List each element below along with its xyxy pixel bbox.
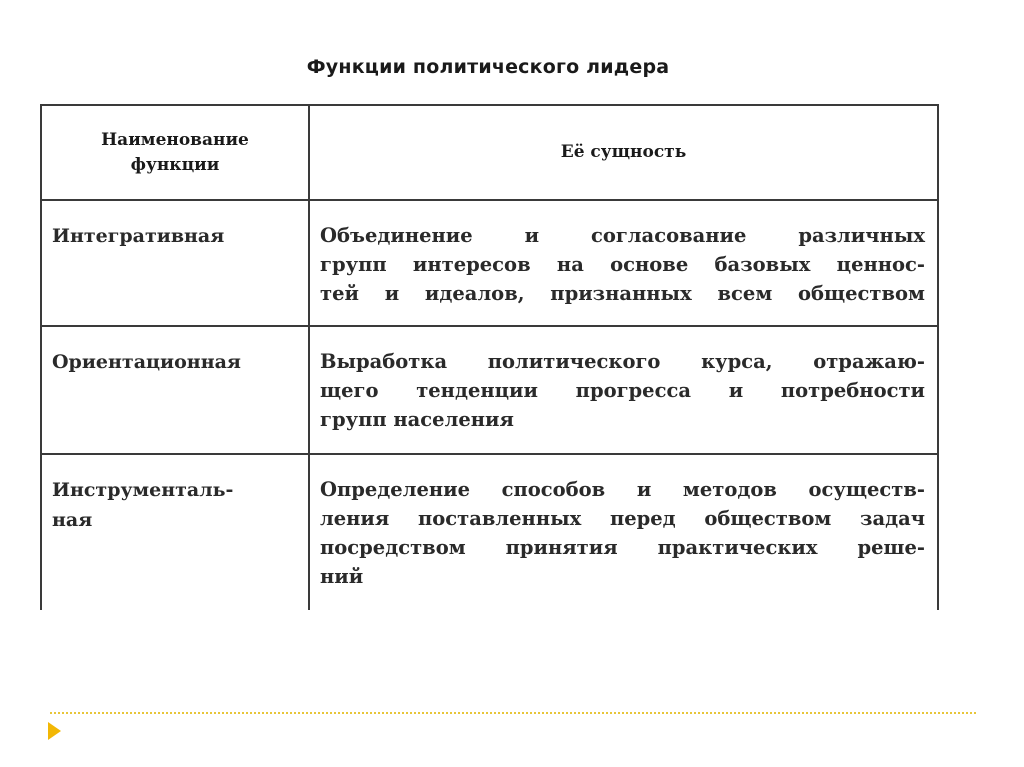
function-essence-cell xyxy=(309,326,938,454)
essence-line: ний xyxy=(320,565,364,588)
essence-line: групп населения xyxy=(320,408,514,431)
table-row xyxy=(41,200,938,326)
function-name-cell xyxy=(41,454,309,610)
header-essence: Её сущность xyxy=(309,105,938,200)
essence-line: тей и идеалов, признанных всем обществом xyxy=(320,282,925,305)
essence-line: ления поставленных перед обществом задач xyxy=(320,507,925,530)
triangle-right-icon xyxy=(48,722,61,740)
slide-title: Функции политического лидера xyxy=(306,56,670,78)
table-header-row xyxy=(41,105,938,200)
table-row xyxy=(41,454,938,610)
header-function-name-line2: функции xyxy=(130,154,220,175)
essence-line: Выработка политического курса, отражаю- xyxy=(320,350,925,373)
function-essence-cell xyxy=(309,200,938,326)
footer-divider xyxy=(50,712,976,714)
function-name-cell xyxy=(41,326,309,454)
header-function-name xyxy=(41,105,309,200)
essence-line: щего тенденции прогресса и потребности xyxy=(320,379,925,402)
function-name: Инструменталь- xyxy=(52,479,234,501)
function-name: ная xyxy=(52,509,93,531)
functions-table xyxy=(40,104,939,610)
essence-line: Определение способов и методов осуществ- xyxy=(320,478,925,501)
function-name: Ориентационная xyxy=(52,351,241,373)
essence-line: групп интересов на основе базовых ценнос- xyxy=(320,253,925,276)
essence-line: Объединение и согласование различных xyxy=(320,224,925,247)
essence-line: посредством принятия практических реше- xyxy=(320,536,925,559)
header-function-name-line1: Наименование xyxy=(101,129,249,150)
table-row xyxy=(41,326,938,454)
function-name-cell xyxy=(41,200,309,326)
function-essence-cell xyxy=(309,454,938,610)
function-name: Интегративная xyxy=(52,225,225,247)
